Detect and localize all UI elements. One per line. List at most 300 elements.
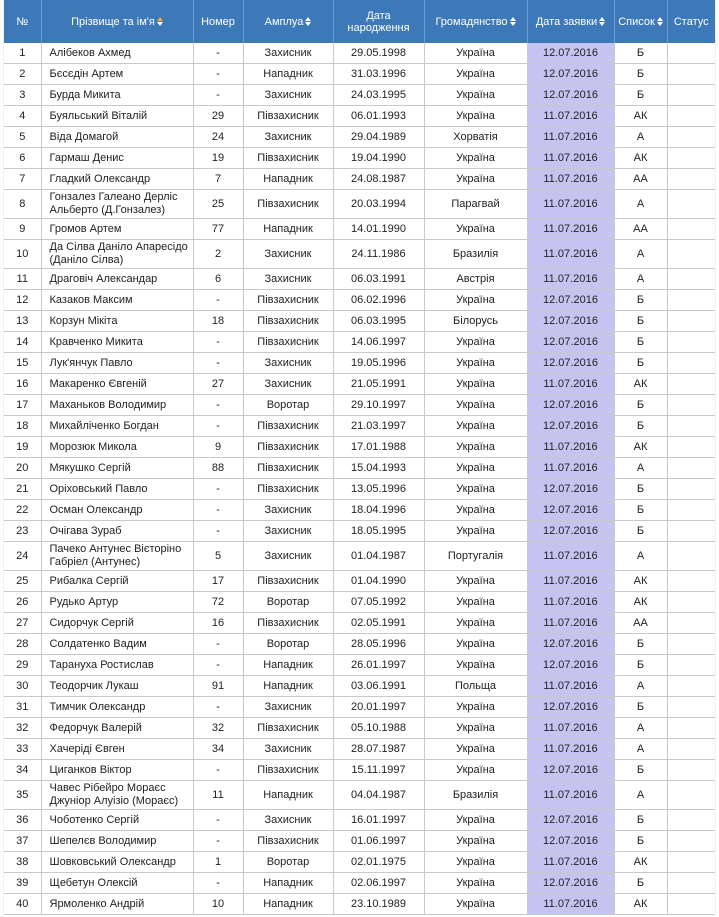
cell-list: Б [614, 479, 667, 500]
cell-player-name: Тимчик Олександр [41, 697, 193, 718]
cell-list: АК [614, 894, 667, 915]
header-number: Номер [193, 0, 243, 43]
cell-request-date: 11.07.2016 [527, 169, 614, 190]
cell-num: 27 [4, 613, 41, 634]
cell-request-date: 11.07.2016 [527, 852, 614, 873]
cell-list: АА [614, 169, 667, 190]
cell-status [667, 437, 715, 458]
cell-request-date: 12.07.2016 [527, 810, 614, 831]
cell-status [667, 479, 715, 500]
cell-citizenship: Україна [424, 106, 527, 127]
header-name[interactable]: Прізвище та ім'я [41, 0, 193, 43]
cell-birth-date: 15.11.1997 [333, 760, 424, 781]
cell-shirt-number: 19 [193, 148, 243, 169]
cell-player-name: Осман Олександр [41, 500, 193, 521]
table-row [4, 676, 715, 697]
cell-status [667, 760, 715, 781]
cell-status [667, 894, 715, 915]
cell-list: А [614, 542, 667, 571]
squad-table-container [3, 0, 716, 914]
cell-request-date: 12.07.2016 [527, 634, 614, 655]
cell-player-name: Пачеко Антунес Вієторіно Габріел (Антунес) [41, 542, 193, 571]
cell-shirt-number: 27 [193, 374, 243, 395]
cell-num: 36 [4, 810, 41, 831]
cell-shirt-number: 34 [193, 739, 243, 760]
cell-request-date: 12.07.2016 [527, 416, 614, 437]
table-row [4, 240, 715, 269]
cell-citizenship: Україна [424, 810, 527, 831]
cell-birth-date: 19.04.1990 [333, 148, 424, 169]
table-row [4, 148, 715, 169]
cell-list: Б [614, 64, 667, 85]
cell-num: 14 [4, 332, 41, 353]
cell-request-date: 12.07.2016 [527, 85, 614, 106]
sort-arrows-icon[interactable] [510, 17, 516, 26]
cell-position: Півзахисник [243, 148, 333, 169]
table-row [4, 613, 715, 634]
table-row [4, 106, 715, 127]
cell-position: Нападник [243, 894, 333, 915]
cell-citizenship: Україна [424, 169, 527, 190]
cell-request-date: 11.07.2016 [527, 240, 614, 269]
cell-status [667, 169, 715, 190]
cell-citizenship: Білорусь [424, 311, 527, 332]
cell-birth-date: 29.10.1997 [333, 395, 424, 416]
cell-list: Б [614, 634, 667, 655]
cell-status [667, 739, 715, 760]
cell-request-date: 11.07.2016 [527, 148, 614, 169]
sort-arrows-icon[interactable] [657, 17, 663, 26]
cell-list: АА [614, 219, 667, 240]
cell-status [667, 458, 715, 479]
cell-shirt-number: - [193, 64, 243, 85]
table-row [4, 437, 715, 458]
cell-birth-date: 01.04.1987 [333, 542, 424, 571]
sort-arrows-icon[interactable] [599, 17, 605, 26]
cell-player-name: Морозюк Микола [41, 437, 193, 458]
cell-list: АК [614, 106, 667, 127]
cell-position: Захисник [243, 374, 333, 395]
sort-arrows-icon[interactable] [305, 17, 311, 26]
cell-shirt-number: 77 [193, 219, 243, 240]
table-row [4, 760, 715, 781]
cell-player-name: Щебетун Олексій [41, 873, 193, 894]
cell-birth-date: 21.05.1991 [333, 374, 424, 395]
table-row [4, 332, 715, 353]
cell-position: Захисник [243, 542, 333, 571]
cell-player-name: Гармаш Денис [41, 148, 193, 169]
cell-status [667, 634, 715, 655]
cell-position: Півзахисник [243, 290, 333, 311]
cell-citizenship: Україна [424, 148, 527, 169]
cell-citizenship: Польща [424, 676, 527, 697]
cell-request-date: 11.07.2016 [527, 458, 614, 479]
cell-citizenship: Україна [424, 894, 527, 915]
cell-status [667, 873, 715, 894]
cell-num: 6 [4, 148, 41, 169]
cell-request-date: 12.07.2016 [527, 697, 614, 718]
table-row [4, 634, 715, 655]
cell-citizenship: Україна [424, 500, 527, 521]
table-row [4, 697, 715, 718]
cell-num: 1 [4, 43, 41, 64]
cell-citizenship: Україна [424, 613, 527, 634]
header-num: № [4, 0, 41, 43]
cell-list: А [614, 127, 667, 148]
cell-status [667, 240, 715, 269]
cell-position: Нападник [243, 676, 333, 697]
cell-status [667, 290, 715, 311]
cell-list: АК [614, 852, 667, 873]
cell-request-date: 12.07.2016 [527, 873, 614, 894]
cell-birth-date: 06.01.1993 [333, 106, 424, 127]
cell-status [667, 676, 715, 697]
cell-num: 5 [4, 127, 41, 148]
cell-shirt-number: 2 [193, 240, 243, 269]
cell-shirt-number: - [193, 479, 243, 500]
cell-num: 4 [4, 106, 41, 127]
cell-birth-date: 15.04.1993 [333, 458, 424, 479]
cell-shirt-number: 10 [193, 894, 243, 915]
cell-num: 37 [4, 831, 41, 852]
cell-player-name: Теодорчик Лукаш [41, 676, 193, 697]
cell-birth-date: 07.05.1992 [333, 592, 424, 613]
cell-shirt-number: - [193, 332, 243, 353]
header-request-date[interactable]: Дата заявки [527, 0, 614, 43]
cell-list: Б [614, 290, 667, 311]
cell-request-date: 11.07.2016 [527, 127, 614, 148]
cell-request-date: 11.07.2016 [527, 613, 614, 634]
cell-status [667, 395, 715, 416]
cell-position: Нападник [243, 219, 333, 240]
cell-citizenship: Україна [424, 43, 527, 64]
cell-citizenship: Україна [424, 634, 527, 655]
cell-position: Нападник [243, 873, 333, 894]
cell-shirt-number: 24 [193, 127, 243, 148]
cell-birth-date: 31.03.1996 [333, 64, 424, 85]
cell-shirt-number: 91 [193, 676, 243, 697]
cell-status [667, 353, 715, 374]
cell-player-name: Віда Домагой [41, 127, 193, 148]
cell-status [667, 500, 715, 521]
cell-num: 18 [4, 416, 41, 437]
header-position[interactable]: Амплуа [243, 0, 333, 43]
cell-position: Воротар [243, 592, 333, 613]
cell-num: 25 [4, 571, 41, 592]
cell-num: 33 [4, 739, 41, 760]
cell-num: 26 [4, 592, 41, 613]
cell-position: Нападник [243, 169, 333, 190]
cell-birth-date: 02.01.1975 [333, 852, 424, 873]
cell-num: 12 [4, 290, 41, 311]
cell-player-name: Буяльський Віталій [41, 106, 193, 127]
cell-player-name: Тарануха Ростислав [41, 655, 193, 676]
cell-list: А [614, 458, 667, 479]
cell-shirt-number: - [193, 697, 243, 718]
cell-list: Б [614, 332, 667, 353]
cell-position: Воротар [243, 634, 333, 655]
header-list[interactable]: Список [614, 0, 667, 43]
cell-citizenship: Бразилія [424, 240, 527, 269]
table-row [4, 810, 715, 831]
cell-num: 9 [4, 219, 41, 240]
cell-position: Півзахисник [243, 458, 333, 479]
cell-status [667, 43, 715, 64]
cell-position: Півзахисник [243, 831, 333, 852]
cell-citizenship: Україна [424, 873, 527, 894]
table-body [4, 43, 715, 915]
cell-status [667, 148, 715, 169]
cell-request-date: 11.07.2016 [527, 542, 614, 571]
cell-citizenship: Україна [424, 374, 527, 395]
cell-birth-date: 24.08.1987 [333, 169, 424, 190]
cell-birth-date: 03.06.1991 [333, 676, 424, 697]
cell-request-date: 12.07.2016 [527, 332, 614, 353]
cell-position: Захисник [243, 810, 333, 831]
cell-request-date: 12.07.2016 [527, 64, 614, 85]
header-citizenship[interactable]: Громадянство [424, 0, 527, 43]
cell-request-date: 11.07.2016 [527, 718, 614, 739]
cell-player-name: Михайліченко Богдан [41, 416, 193, 437]
cell-request-date: 12.07.2016 [527, 43, 614, 64]
cell-request-date: 12.07.2016 [527, 500, 614, 521]
cell-citizenship: Україна [424, 655, 527, 676]
cell-citizenship: Парагвай [424, 190, 527, 219]
cell-request-date: 11.07.2016 [527, 374, 614, 395]
cell-position: Воротар [243, 852, 333, 873]
table-row [4, 592, 715, 613]
cell-num: 24 [4, 542, 41, 571]
cell-position: Воротар [243, 395, 333, 416]
cell-player-name: Казаков Максим [41, 290, 193, 311]
cell-birth-date: 13.05.1996 [333, 479, 424, 500]
cell-list: Б [614, 85, 667, 106]
cell-num: 8 [4, 190, 41, 219]
cell-citizenship: Україна [424, 831, 527, 852]
cell-citizenship: Україна [424, 219, 527, 240]
cell-num: 3 [4, 85, 41, 106]
cell-list: АК [614, 592, 667, 613]
cell-birth-date: 14.06.1997 [333, 332, 424, 353]
cell-status [667, 85, 715, 106]
cell-player-name: Шепелєв Володимир [41, 831, 193, 852]
cell-player-name: Сидорчук Сергій [41, 613, 193, 634]
cell-request-date: 11.07.2016 [527, 219, 614, 240]
cell-request-date: 11.07.2016 [527, 894, 614, 915]
table-row [4, 500, 715, 521]
cell-player-name: Мякушко Сергій [41, 458, 193, 479]
cell-position: Півзахисник [243, 760, 333, 781]
cell-birth-date: 24.11.1986 [333, 240, 424, 269]
table-row [4, 374, 715, 395]
cell-birth-date: 05.10.1988 [333, 718, 424, 739]
squad-table [4, 0, 715, 915]
table-row [4, 894, 715, 915]
cell-birth-date: 06.03.1991 [333, 269, 424, 290]
cell-list: Б [614, 810, 667, 831]
table-row [4, 718, 715, 739]
cell-request-date: 12.07.2016 [527, 760, 614, 781]
cell-birth-date: 29.05.1998 [333, 43, 424, 64]
cell-player-name: Бурда Микита [41, 85, 193, 106]
cell-position: Захисник [243, 521, 333, 542]
cell-position: Захисник [243, 739, 333, 760]
cell-num: 7 [4, 169, 41, 190]
header-status: Статус [667, 0, 715, 43]
cell-position: Півзахисник [243, 190, 333, 219]
cell-num: 15 [4, 353, 41, 374]
table-row [4, 655, 715, 676]
cell-list: Б [614, 395, 667, 416]
cell-birth-date: 17.01.1988 [333, 437, 424, 458]
cell-num: 21 [4, 479, 41, 500]
table-row [4, 169, 715, 190]
cell-list: А [614, 718, 667, 739]
cell-citizenship: Україна [424, 332, 527, 353]
cell-status [667, 831, 715, 852]
cell-list: А [614, 190, 667, 219]
cell-position: Півзахисник [243, 718, 333, 739]
cell-citizenship: Україна [424, 852, 527, 873]
cell-request-date: 12.07.2016 [527, 479, 614, 500]
cell-list: АК [614, 374, 667, 395]
cell-shirt-number: 7 [193, 169, 243, 190]
cell-birth-date: 04.04.1987 [333, 781, 424, 810]
cell-list: АА [614, 613, 667, 634]
cell-citizenship: Австрія [424, 269, 527, 290]
table-row [4, 873, 715, 894]
cell-status [667, 269, 715, 290]
cell-position: Захисник [243, 269, 333, 290]
cell-citizenship: Україна [424, 571, 527, 592]
cell-birth-date: 28.07.1987 [333, 739, 424, 760]
table-row [4, 395, 715, 416]
table-row [4, 416, 715, 437]
cell-birth-date: 02.05.1991 [333, 613, 424, 634]
cell-request-date: 11.07.2016 [527, 437, 614, 458]
cell-position: Півзахисник [243, 437, 333, 458]
cell-status [667, 592, 715, 613]
cell-position: Захисник [243, 85, 333, 106]
cell-position: Нападник [243, 655, 333, 676]
cell-list: Б [614, 760, 667, 781]
table-row [4, 190, 715, 219]
cell-shirt-number: - [193, 85, 243, 106]
cell-birth-date: 24.03.1995 [333, 85, 424, 106]
cell-num: 22 [4, 500, 41, 521]
cell-citizenship: Україна [424, 697, 527, 718]
cell-request-date: 11.07.2016 [527, 739, 614, 760]
cell-player-name: Гонзалез Галеано Дерліс Альберто (Д.Гонзалез) [41, 190, 193, 219]
cell-request-date: 12.07.2016 [527, 311, 614, 332]
cell-citizenship: Бразилія [424, 781, 527, 810]
cell-status [667, 190, 715, 219]
cell-position: Півзахисник [243, 416, 333, 437]
cell-citizenship: Україна [424, 479, 527, 500]
cell-position: Захисник [243, 353, 333, 374]
cell-citizenship: Україна [424, 416, 527, 437]
cell-status [667, 571, 715, 592]
cell-player-name: Рибалка Сергій [41, 571, 193, 592]
cell-num: 17 [4, 395, 41, 416]
cell-status [667, 655, 715, 676]
table-row [4, 458, 715, 479]
cell-position: Півзахисник [243, 479, 333, 500]
cell-num: 20 [4, 458, 41, 479]
cell-position: Захисник [243, 697, 333, 718]
table-row [4, 852, 715, 873]
cell-list: Б [614, 873, 667, 894]
cell-shirt-number: - [193, 395, 243, 416]
cell-player-name: Чоботенко Сергій [41, 810, 193, 831]
cell-request-date: 11.07.2016 [527, 190, 614, 219]
cell-citizenship: Україна [424, 592, 527, 613]
cell-position: Півзахисник [243, 311, 333, 332]
table-row [4, 127, 715, 148]
cell-shirt-number: - [193, 521, 243, 542]
cell-request-date: 11.07.2016 [527, 592, 614, 613]
table-row [4, 479, 715, 500]
table-row [4, 269, 715, 290]
cell-num: 13 [4, 311, 41, 332]
cell-num: 39 [4, 873, 41, 894]
header-birth-date: Дата народження [333, 0, 424, 43]
cell-player-name: Корзун Мікіта [41, 311, 193, 332]
cell-status [667, 521, 715, 542]
cell-list: Б [614, 655, 667, 676]
cell-birth-date: 01.06.1997 [333, 831, 424, 852]
cell-player-name: Драговіч Александар [41, 269, 193, 290]
cell-player-name: Макаренко Євгеній [41, 374, 193, 395]
cell-num: 30 [4, 676, 41, 697]
table-row [4, 85, 715, 106]
cell-shirt-number: - [193, 760, 243, 781]
cell-shirt-number: 9 [193, 437, 243, 458]
table-header-row [4, 0, 715, 43]
table-row [4, 781, 715, 810]
cell-position: Захисник [243, 43, 333, 64]
cell-shirt-number: 5 [193, 542, 243, 571]
cell-citizenship: Україна [424, 353, 527, 374]
cell-shirt-number: 17 [193, 571, 243, 592]
cell-shirt-number: 6 [193, 269, 243, 290]
cell-status [667, 416, 715, 437]
cell-citizenship: Україна [424, 760, 527, 781]
cell-player-name: Алібеков Ахмед [41, 43, 193, 64]
cell-shirt-number: 72 [193, 592, 243, 613]
cell-position: Нападник [243, 781, 333, 810]
table-row [4, 542, 715, 571]
cell-player-name: Лук'янчук Павло [41, 353, 193, 374]
cell-birth-date: 20.01.1997 [333, 697, 424, 718]
cell-list: Б [614, 416, 667, 437]
cell-request-date: 12.07.2016 [527, 655, 614, 676]
sort-ascending-icon[interactable] [157, 17, 163, 26]
cell-list: А [614, 269, 667, 290]
cell-num: 40 [4, 894, 41, 915]
cell-birth-date: 28.05.1996 [333, 634, 424, 655]
cell-request-date: 12.07.2016 [527, 395, 614, 416]
cell-citizenship: Україна [424, 739, 527, 760]
table-row [4, 290, 715, 311]
cell-shirt-number: 88 [193, 458, 243, 479]
cell-status [667, 810, 715, 831]
cell-citizenship: Україна [424, 85, 527, 106]
cell-citizenship: Україна [424, 64, 527, 85]
cell-shirt-number: 16 [193, 613, 243, 634]
cell-position: Півзахисник [243, 332, 333, 353]
cell-birth-date: 18.04.1996 [333, 500, 424, 521]
